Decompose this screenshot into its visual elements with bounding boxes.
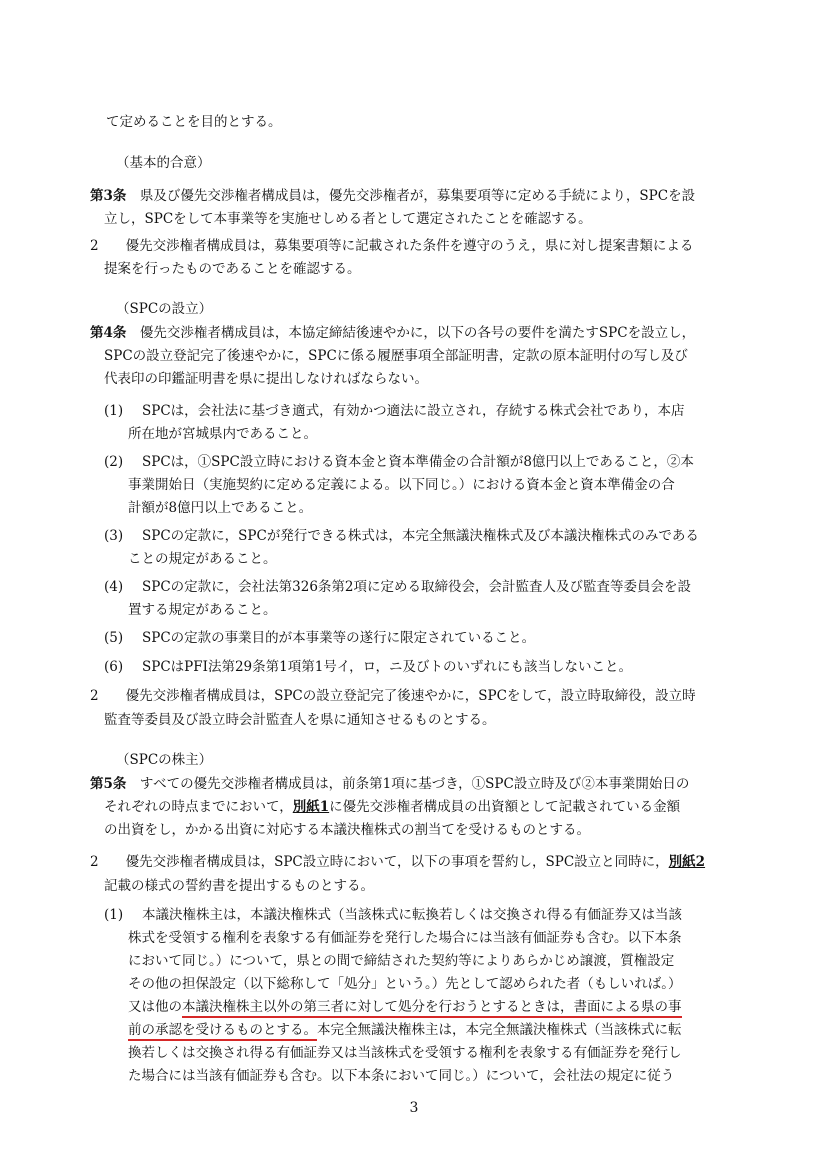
article-3-line-1	[90, 186, 695, 206]
article-5-item-1-line-2: 株式を受領する権利を表象する有価証券を発行した場合には当該有価証券も含む。以下本条	[128, 930, 682, 946]
article-3-para-2-line-2: 提案を行ったものであることを確認する。	[104, 261, 361, 277]
article-3-para-2-line-1	[90, 236, 693, 256]
article-4-line-2: SPCの設立登記完了後速やかに，SPCに係る履歴事項全部証明書，定款の原本証明付の写し及び	[104, 348, 688, 364]
item-4-line-2: 置する規定があること。	[128, 602, 277, 618]
article-5-para-2-text-1: 優先交渉権者構成員は，SPC設立時において，以下の事項を誓約し，SPC設立と同時に，	[125, 854, 669, 870]
article-5-item-1-line-4: その他の担保設定（以下総称して「処分」という。）先として認められた者（もしいれば。）	[128, 976, 682, 992]
article-5-line-3: の出資をし，かかる出資に対応する本議決権株式の割当てを受けるものとする。	[104, 822, 590, 838]
article-4-text-1: 優先交渉権者構成員は，本協定締結後速やかに，以下の各号の要件を満たすSPCを設立し，	[139, 325, 696, 341]
article-5-item-1-text-5a: 又は他の	[128, 999, 182, 1015]
article-5-line-2	[104, 797, 680, 817]
item-3-line-1: SPCの定款に，SPCが発行できる株式は，本完全無議決権株式及び本議決権株式のみである	[142, 528, 699, 544]
article-5-item-1-text-6b: 本完全無議決権株主は，本完全無議決権株式（当該株式に転	[317, 1022, 682, 1038]
article-3-text-1: 県及び優先交渉権者構成員は，優先交渉権者が，募集要項等に定める手続により，SPCを設	[139, 188, 696, 204]
article-3-para-2-text-1: 優先交渉権者構成員は，募集要項等に記載された条件を遵守のうえ，県に対し提案書類による	[125, 238, 694, 254]
article-4-para-2-line-1	[90, 686, 696, 706]
page-number: 3	[409, 1100, 419, 1116]
highlighted-clause-part-2: 前の承認を受けるものとする。	[128, 1022, 317, 1041]
article-5-item-1-number: (1)	[104, 907, 124, 923]
item-3-line-2: ことの規定があること。	[128, 551, 277, 567]
article-5-text-2a: それぞれの時点までにおいて，	[104, 799, 293, 815]
article-5-line-1	[90, 774, 689, 794]
item-5-number: (5)	[104, 630, 124, 646]
article-4-para-2-text-1: 優先交渉権者構成員は，SPCの設立登記完了後速やかに，SPCをして，設立時取締役，設立時	[125, 688, 696, 704]
article-4-para-2-line-2: 監査等委員及び設立時会計監査人を県に通知させるものとする。	[104, 712, 496, 728]
item-4-line-1: SPCの定款に，会社法第326条第2項に定める取締役会，会計監査人及び監査等委員会を設	[142, 579, 692, 595]
item-6-line-1: SPCはPFI法第29条第1項第1号イ，ロ，ニ及びトのいずれにも該当しないこと。	[142, 659, 633, 675]
item-3-number: (3)	[104, 528, 124, 544]
item-6-number: (6)	[104, 659, 124, 675]
article-4-para-2-number: 2	[90, 688, 99, 704]
article-5-para-2-number: 2	[90, 854, 99, 870]
article-5-item-1-line-5	[128, 997, 682, 1017]
item-5-line-1: SPCの定款の事業目的が本事業等の遂行に限定されていること。	[142, 630, 536, 646]
article-5-para-2-line-1	[90, 852, 705, 872]
appendix-1-ref: 別紙1	[292, 799, 330, 815]
article-5-number: 第5条	[90, 776, 127, 792]
article-3-para-2-number: 2	[90, 238, 99, 254]
article-4-heading: （SPCの設立）	[116, 301, 213, 317]
article-4-line-1	[90, 323, 695, 343]
item-4-number: (4)	[104, 579, 124, 595]
item-1-number: (1)	[104, 403, 124, 419]
article-5-text-2b: に優先交渉権者構成員の出資額として記載されている金額	[329, 799, 681, 815]
highlighted-clause-part-1: 本議決権株主以外の第三者に対して処分を行おうとするときは，書面による県の事	[182, 999, 682, 1018]
article-5-item-1-line-3: において同じ。）について，県との間で締結された契約等によりあらかじめ譲渡，質権設定	[128, 953, 675, 969]
article-4-number: 第4条	[90, 325, 127, 341]
intro-tail: て定めることを目的とする。	[106, 114, 282, 130]
article-3-line-2: 立し，SPCをして本事業等を実施せしめる者として選定されたことを確認する。	[104, 211, 592, 227]
article-5-item-1-line-1: 本議決権株主は，本議決権株式（当該株式に転換若しくは交換され得る有価証券又は当該	[142, 907, 682, 923]
article-5-heading: （SPCの株主）	[116, 752, 213, 768]
item-1-line-1: SPCは，会社法に基づき適式，有効かつ適法に設立され，存続する株式会社であり，本店	[142, 403, 685, 419]
item-1-line-2: 所在地が宮城県内であること。	[128, 426, 317, 442]
article-5-item-1-line-7: 換若しくは交換され得る有価証券又は当該株式を受領する権利を表象する有価証券を発行し	[128, 1045, 682, 1061]
appendix-2-ref: 別紙2	[668, 854, 706, 870]
article-5-para-2-line-2: 記載の様式の誓約書を提出するものとする。	[104, 878, 374, 894]
article-3-number: 第3条	[90, 188, 127, 204]
item-2-line-1: SPCは，①SPC設立時における資本金と資本準備金の合計額が8億円以上であること，②本	[142, 454, 694, 470]
item-2-number: (2)	[104, 454, 124, 470]
article-5-item-1-line-6	[128, 1020, 682, 1040]
article-3-heading: （基本的合意）	[116, 155, 211, 171]
article-4-line-3: 代表印の印鑑証明書を県に提出しなければならない。	[104, 371, 428, 387]
article-5-item-1-line-8: た場合には当該有価証券も含む。以下本条において同じ。）について，会社法の規定に従う	[128, 1068, 675, 1084]
item-2-line-2: 事業開始日（実施契約に定める定義による。以下同じ。）における資本金と資本準備金の合	[128, 477, 675, 493]
article-5-text-1: すべての優先交渉権者構成員は，前条第1項に基づき，①SPC設立時及び②本事業開始日の	[139, 776, 690, 792]
item-2-line-3: 計額が8億円以上であること。	[128, 500, 313, 516]
